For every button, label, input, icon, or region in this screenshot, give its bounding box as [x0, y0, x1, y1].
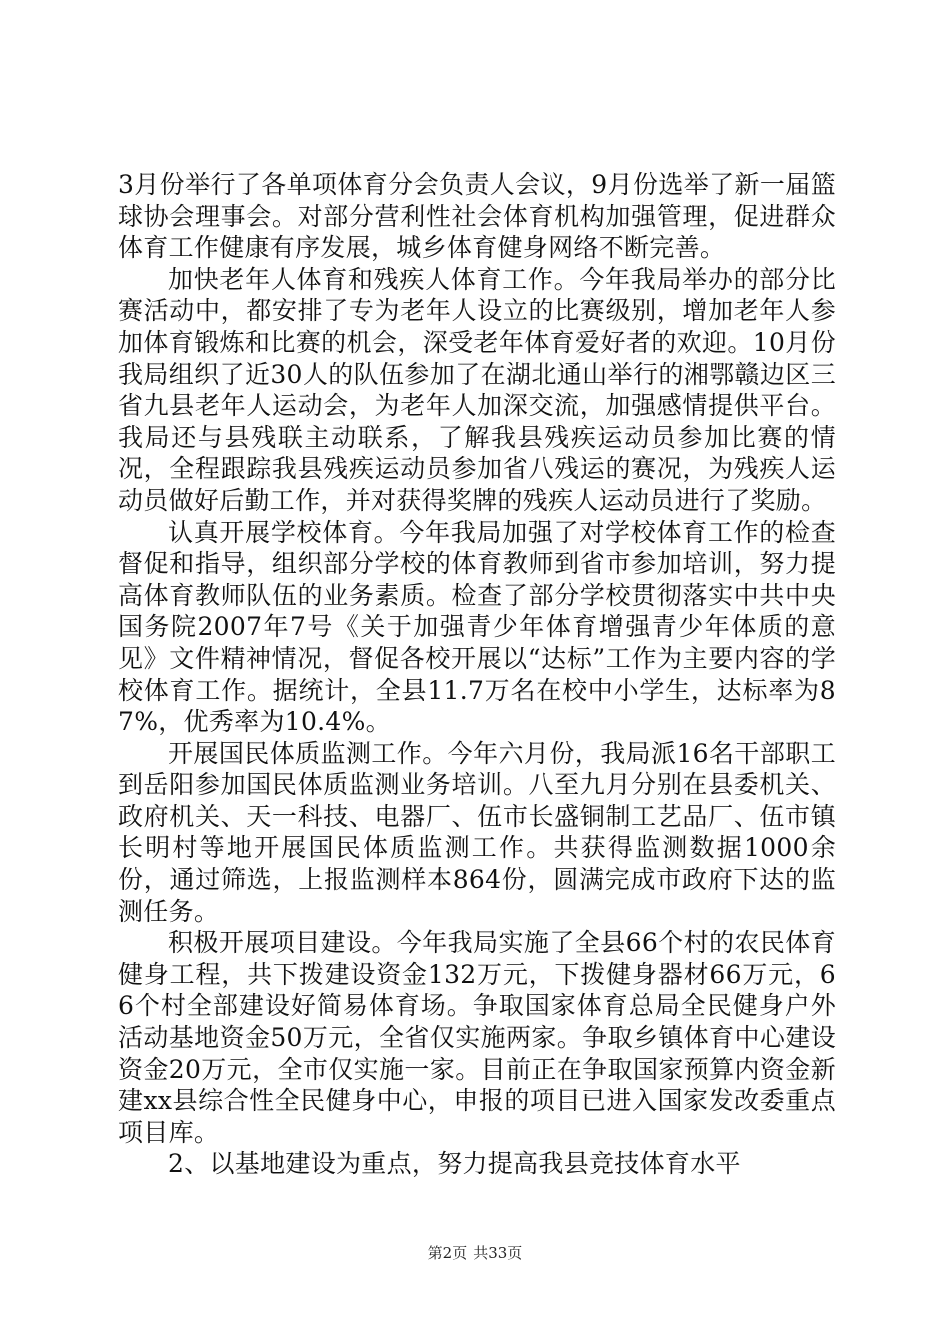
document-body — [118, 169, 836, 1180]
paragraph-school-sports: 认真开展学校体育。今年我局加强了对学校体育工作的检查督促和指导，组织部分学校的体育教师到省市参加培训，努力提高体育教师队伍的业务素质。检查了部分学校贯彻落实中共中央国务院2007年7号《关于加强青少年体育增强青少年体质的意见》文件精神情况，督促各校开展以“达标”工作为主要内容的学校体育工作。据统计，全县11.7万名在校中小学生，达标率为87%，优秀率为10.4%。 — [118, 517, 836, 737]
paragraph-fitness-monitoring: 开展国民体质监测工作。今年六月份，我局派16名干部职工到岳阳参加国民体质监测业务培训。八至九月分别在县委机关、政府机关、天一科技、电器厂、伍市长盛铜制工艺品厂、伍市镇长明村等地开展国民体质监测工作。共获得监测数据1000余份，通过筛选，上报监测样本864份，圆满完成市政府下达的监测任务。 — [118, 738, 836, 926]
page-footer — [0, 1243, 950, 1263]
paragraph-elderly-disabled-sports: 加快老年人体育和残疾人体育工作。今年我局举办的部分比赛活动中，都安排了专为老年人设立的比赛级别，增加老年人参加体育锻炼和比赛的机会，深受老年体育爱好者的欢迎。10月份我局组织了近30人的队伍参加了在湖北通山举行的湘鄂赣边区三省九县老年人运动会，为老年人加深交流，加强感情提供平台。我局还与县残联主动联系，了解我县残疾运动员参加比赛的情况，全程跟踪我县残疾运动员参加省八残运的赛况，为残疾人运动员做好后勤工作，并对获得奖牌的残疾人运动员进行了奖励。 — [118, 264, 836, 515]
section-heading: 2、以基地建设为重点，努力提高我县竞技体育水平 — [168, 1149, 741, 1179]
paragraph-project-construction: 积极开展项目建设。今年我局实施了全县66个村的农民体育健身工程，共下拨建设资金132万元，下拨健身器材66万元，66个村全部建设好简易体育场。争取国家体育总局全民健身户外活动基地资金50万元，全省仅实施两家。争取乡镇体育中心建设资金20万元，全市仅实施一家。目前正在争取国家预算内资金新建xx县综合性全民健身中心，申报的项目已进入国家发改委重点项目库。 — [118, 928, 836, 1147]
page-total: 共33页 — [473, 1244, 523, 1262]
paragraph-continuation: 3月份举行了各单项体育分会负责人会议，9月份选举了新一届篮球协会理事会。对部分营利性社会体育机构加强管理，促进群众体育工作健康有序发展，城乡体育健身网络不断完善。 — [118, 170, 836, 263]
page-number: 第2页 — [427, 1244, 468, 1262]
